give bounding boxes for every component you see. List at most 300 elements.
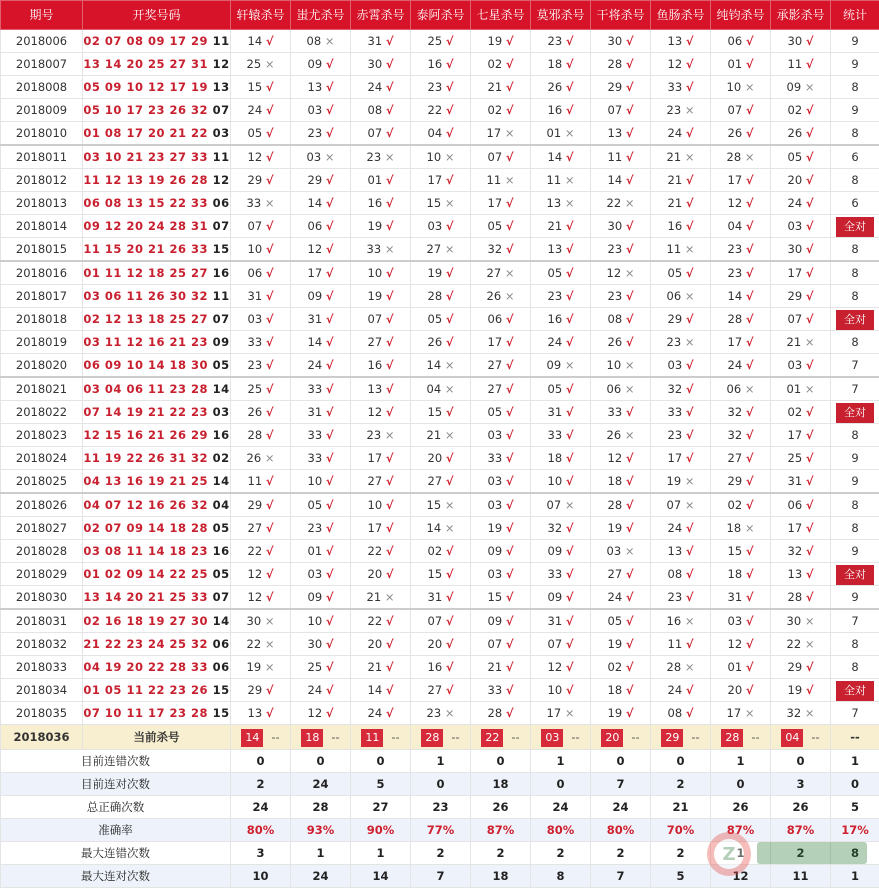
red-ball-number: 22 [126,451,143,465]
kill-number: 04 [728,219,743,233]
kill-number: 05 [488,405,503,419]
red-ball-number: 13 [126,173,143,187]
kill-number: 12 [248,150,263,164]
cross-mark-icon: × [685,242,695,256]
check-mark-icon: √ [386,312,394,326]
kill-cell [531,53,591,76]
check-mark-icon: √ [266,219,274,233]
red-ball-number: 08 [105,126,122,140]
red-ball-number: 19 [126,405,143,419]
check-mark-icon: √ [746,474,754,488]
kill-number: 03 [488,498,503,512]
row-stat: 8 [831,493,879,517]
blue-ball-number: 02 [213,451,230,465]
kill-cell [291,424,351,447]
check-mark-icon: √ [506,34,514,48]
red-ball-number: 11 [83,242,100,256]
red-ball-number: 03 [83,382,100,396]
check-mark-icon: √ [266,521,274,535]
red-ball-number: 21 [148,428,165,442]
check-mark-icon: √ [266,567,274,581]
current-kill-cell [471,725,531,750]
kill-number: 03 [488,474,503,488]
check-mark-icon: √ [506,428,514,442]
kill-cell [411,633,471,656]
red-ball-number: 06 [105,289,122,303]
kill-number: 29 [728,474,743,488]
kill-cell [591,238,651,262]
stats-value: 0 [651,750,711,773]
kill-number: 20 [428,451,443,465]
check-mark-icon: √ [386,567,394,581]
kill-cell [471,656,531,679]
kill-cell [291,215,351,238]
kill-cell [411,238,471,262]
kill-cell [591,99,651,122]
kill-number: 20 [788,173,803,187]
kill-number: 12 [728,637,743,651]
kill-number: 11 [248,474,263,488]
kill-number: 12 [728,196,743,210]
stats-value: 5 [351,773,411,796]
red-ball-number: 04 [83,660,100,674]
kill-cell [531,215,591,238]
check-mark-icon: √ [266,358,274,372]
check-mark-icon: √ [806,660,814,674]
current-kill-cell [231,725,291,750]
issue-number: 2018020 [1,354,83,378]
stats-value: 8 [531,865,591,888]
check-mark-icon: √ [686,126,694,140]
kill-cell [471,215,531,238]
check-mark-icon: √ [326,706,334,720]
kill-number: 27 [368,474,383,488]
kill-cell [471,285,531,308]
kill-cell [591,169,651,192]
stats-value: 0 [771,750,831,773]
red-ball-number: 08 [105,544,122,558]
kill-cell [771,285,831,308]
kill-number: 10 [308,474,323,488]
kill-number: 24 [308,683,323,697]
stats-value: 0 [291,750,351,773]
kill-cell [771,308,831,331]
check-mark-icon: √ [386,34,394,48]
stats-label: 总正确次数 [1,796,231,819]
stats-value: 24 [291,865,351,888]
current-kill-cell [411,725,471,750]
check-mark-icon: √ [266,405,274,419]
check-mark-icon: √ [506,312,514,326]
kill-number: 29 [248,498,263,512]
kill-number: 22 [607,196,622,210]
kill-number: 21 [667,150,682,164]
kill-cell [291,540,351,563]
kill-cell [291,447,351,470]
check-mark-icon: √ [626,126,634,140]
red-ball-number: 19 [148,614,165,628]
kill-cell [711,53,771,76]
check-mark-icon: √ [566,266,574,280]
kill-cell [531,447,591,470]
kill-cell [351,517,411,540]
kill-number: 31 [548,405,563,419]
cross-mark-icon: × [685,660,695,674]
current-kill-number: 11 [361,729,383,747]
check-mark-icon: √ [686,706,694,720]
kill-cell [651,702,711,725]
issue-number: 2018029 [1,563,83,586]
kill-number: 23 [548,289,563,303]
check-mark-icon: √ [806,242,814,256]
kill-cell [711,540,771,563]
kill-number: 17 [308,266,323,280]
kill-number: 30 [608,34,623,48]
stats-value: 7 [591,773,651,796]
red-ball-number: 33 [191,590,208,604]
all-correct-badge: 全对 [836,217,874,237]
check-mark-icon: √ [326,173,334,187]
check-mark-icon: √ [746,173,754,187]
red-ball-number: 04 [83,474,100,488]
cross-mark-icon: × [445,196,455,210]
kill-cell [591,517,651,540]
blue-ball-number: 16 [213,266,230,280]
red-ball-number: 30 [170,289,187,303]
kill-cell [711,377,771,401]
cross-mark-icon: × [565,358,575,372]
stats-row [1,796,879,819]
kill-number: 22 [428,103,443,117]
row-stat: 8 [831,331,879,354]
kill-cell [531,331,591,354]
check-mark-icon: √ [386,80,394,94]
red-ball-number: 32 [191,103,208,117]
kill-number: 18 [728,567,743,581]
check-mark-icon: √ [566,590,574,604]
red-ball-number: 21 [148,405,165,419]
check-mark-icon: √ [566,428,574,442]
kill-number: 14 [248,34,263,48]
check-mark-icon: √ [446,544,454,558]
check-mark-icon: √ [506,451,514,465]
kill-cell [771,76,831,99]
red-ball-number: 18 [126,614,143,628]
red-ball-number: 18 [170,358,187,372]
all-correct-badge: 全对 [836,681,874,701]
red-ball-number: 27 [170,150,187,164]
cross-mark-icon: × [745,80,755,94]
kill-number: 10 [308,614,323,628]
kill-number: 03 [607,544,622,558]
red-ball-number: 26 [148,289,165,303]
cross-mark-icon: × [325,150,335,164]
check-mark-icon: √ [506,80,514,94]
check-mark-icon: √ [806,451,814,465]
kill-cell [411,493,471,517]
table-row [1,53,879,76]
check-mark-icon: √ [626,103,634,117]
kill-number: 14 [548,150,563,164]
kill-cell [651,424,711,447]
check-mark-icon: √ [326,57,334,71]
check-mark-icon: √ [566,57,574,71]
kill-cell [531,633,591,656]
red-ball-number: 03 [83,335,100,349]
kill-number: 30 [608,219,623,233]
check-mark-icon: √ [446,219,454,233]
current-kill-number: 04 [781,729,803,747]
kill-cell [711,192,771,215]
red-ball-number: 12 [105,219,122,233]
row-stat: 6 [831,192,879,215]
kill-cell [651,192,711,215]
kill-cell [471,679,531,702]
red-ball-number: 02 [83,521,100,535]
kill-cell [531,76,591,99]
kill-number: 03 [668,358,683,372]
kill-cell [231,679,291,702]
kill-cell [651,586,711,610]
kill-cell [591,563,651,586]
kill-cell [411,656,471,679]
blue-ball-number: 15 [213,706,230,720]
check-mark-icon: √ [566,34,574,48]
check-mark-icon: √ [746,614,754,628]
blue-ball-number: 05 [213,521,230,535]
draw-numbers [83,447,231,470]
check-mark-icon: √ [686,428,694,442]
red-ball-number: 15 [105,428,122,442]
red-ball-number: 31 [170,451,187,465]
check-mark-icon: √ [746,358,754,372]
issue-number: 2018018 [1,308,83,331]
issue-number: 2018007 [1,53,83,76]
kill-cell [771,215,831,238]
kill-number: 24 [548,335,563,349]
kill-number: 33 [488,683,503,697]
kill-number: 27 [427,242,442,256]
kill-number: 24 [368,706,383,720]
kill-cell [651,447,711,470]
column-header: 蚩尤杀号 [291,1,351,30]
check-mark-icon: √ [566,451,574,465]
kill-cell [591,354,651,378]
red-ball-number: 03 [83,150,100,164]
check-mark-icon: √ [506,521,514,535]
cross-mark-icon: × [385,590,395,604]
stats-value: 7 [411,865,471,888]
dash-placeholder: -- [271,730,279,744]
red-ball-number: 11 [126,544,143,558]
kill-number: 16 [368,358,383,372]
kill-cell [351,122,411,146]
red-ball-number: 15 [148,196,165,210]
kill-number: 33 [367,242,382,256]
check-mark-icon: √ [746,428,754,442]
draw-numbers [83,30,231,53]
current-kill-number: 28 [421,729,443,747]
kill-number: 05 [668,266,683,280]
kill-number: 05 [608,614,623,628]
kill-number: 20 [428,637,443,651]
kill-cell [531,493,591,517]
kill-cell [771,540,831,563]
kill-cell [471,401,531,424]
red-ball-number: 15 [105,242,122,256]
kill-cell [531,609,591,633]
red-ball-number: 22 [170,567,187,581]
red-ball-number: 31 [191,57,208,71]
kill-number: 31 [728,590,743,604]
kill-cell [651,540,711,563]
kill-number: 17 [788,521,803,535]
check-mark-icon: √ [266,150,274,164]
kill-cell [651,215,711,238]
row-stat: 8 [831,122,879,146]
kill-cell [471,447,531,470]
kill-cell [231,447,291,470]
red-ball-number: 24 [148,219,165,233]
red-ball-number: 20 [126,590,143,604]
kill-number: 33 [488,451,503,465]
kill-cell [411,540,471,563]
check-mark-icon: √ [326,683,334,697]
kill-number: 28 [788,590,803,604]
issue-number: 2018021 [1,377,83,401]
check-mark-icon: √ [386,335,394,349]
kill-number: 22 [787,637,802,651]
kill-cell [231,517,291,540]
kill-cell [651,609,711,633]
red-ball-number: 27 [191,312,208,326]
check-mark-icon: √ [506,103,514,117]
kill-cell [771,447,831,470]
red-ball-number: 25 [148,57,165,71]
cross-mark-icon: × [685,289,695,303]
kill-number: 07 [368,312,383,326]
cross-mark-icon: × [745,521,755,535]
issue-number: 2018033 [1,656,83,679]
kill-number: 17 [488,196,503,210]
table-row [1,308,879,331]
red-ball-number: 11 [83,451,100,465]
check-mark-icon: √ [806,567,814,581]
red-ball-number: 04 [105,382,122,396]
kill-number: 16 [548,103,563,117]
stats-value: 23 [411,796,471,819]
red-ball-number: 09 [148,34,165,48]
table-row [1,517,879,540]
kill-cell [531,586,591,610]
kill-cell [711,609,771,633]
cross-mark-icon: × [265,451,275,465]
kill-cell [771,493,831,517]
kill-number: 27 [488,358,503,372]
kill-number: 20 [728,683,743,697]
kill-number: 03 [308,103,323,117]
stats-value: 0 [531,773,591,796]
kill-number: 21 [548,219,563,233]
table-row [1,679,879,702]
table-row [1,702,879,725]
kill-number: 05 [488,219,503,233]
check-mark-icon: √ [686,80,694,94]
kill-number: 19 [608,706,623,720]
red-ball-number: 05 [83,103,100,117]
kill-cell [351,145,411,169]
cross-mark-icon: × [445,428,455,442]
cross-mark-icon: × [565,196,575,210]
kill-number: 32 [788,544,803,558]
kill-number: 33 [308,451,323,465]
check-mark-icon: √ [446,451,454,465]
check-mark-icon: √ [326,590,334,604]
kill-cell [531,169,591,192]
row-stat: 6 [831,145,879,169]
kill-number: 07 [488,150,503,164]
check-mark-icon: √ [446,683,454,697]
kill-cell [351,679,411,702]
kill-number: 10 [548,474,563,488]
kill-number: 26 [248,405,263,419]
kill-number: 13 [548,242,563,256]
kill-number: 21 [367,590,382,604]
blue-ball-number: 15 [213,683,230,697]
check-mark-icon: √ [266,312,274,326]
draw-numbers [83,702,231,725]
kill-number: 15 [427,498,442,512]
kill-number: 17 [728,335,743,349]
kill-number: 07 [547,498,562,512]
kill-cell [411,563,471,586]
check-mark-icon: √ [746,335,754,349]
kill-cell [351,609,411,633]
kill-cell [471,470,531,494]
red-ball-number: 03 [83,544,100,558]
issue-number: 2018026 [1,493,83,517]
kill-number: 11 [547,173,562,187]
check-mark-icon: √ [326,219,334,233]
kill-cell [351,169,411,192]
red-ball-number: 26 [170,498,187,512]
kill-number: 03 [248,312,263,326]
check-mark-icon: √ [806,312,814,326]
kill-cell [531,99,591,122]
check-mark-icon: √ [266,498,274,512]
check-mark-icon: √ [626,474,634,488]
kill-cell [231,656,291,679]
check-mark-icon: √ [446,637,454,651]
cross-mark-icon: × [445,521,455,535]
kill-number: 31 [428,590,443,604]
red-ball-number: 32 [191,451,208,465]
red-ball-number: 27 [191,266,208,280]
check-mark-icon: √ [806,266,814,280]
current-stat: -- [831,725,879,750]
check-mark-icon: √ [806,150,814,164]
kill-number: 19 [608,637,623,651]
stats-value: 77% [411,819,471,842]
check-mark-icon: √ [326,196,334,210]
kill-cell [231,99,291,122]
dash-placeholder: -- [451,730,459,744]
kill-cell [651,145,711,169]
kill-number: 13 [547,196,562,210]
stats-value: 12 [711,865,771,888]
check-mark-icon: √ [446,312,454,326]
kill-number: 28 [608,498,623,512]
